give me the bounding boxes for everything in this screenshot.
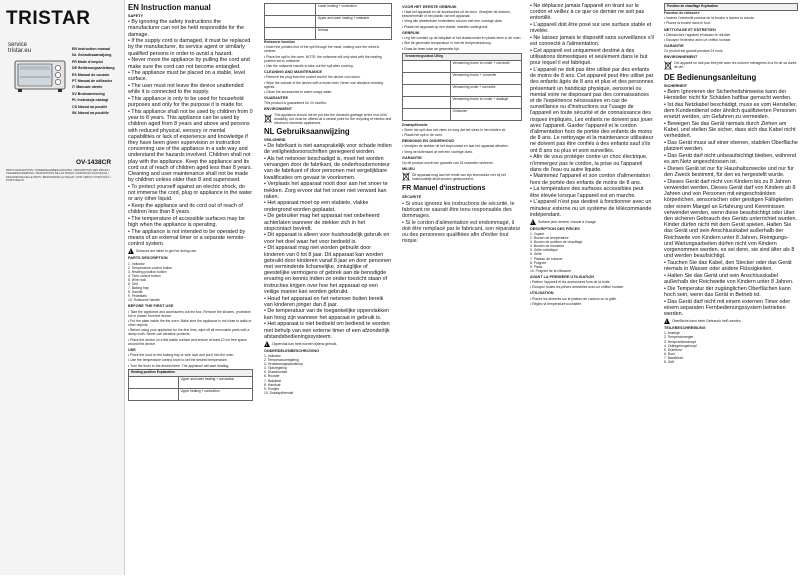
part-item: 9. Pieds: [530, 264, 543, 269]
safety-item: • L'appareil ne doit pas être utilisé par des enfants de moins de 8 ans. Cet appareil peut être utilisé par des enfants âgés de 8 ans et plus et des personnes présentant un handicap physique, sensoriel ou mental voire ne disposant pas des connaissances et de l'expérience nécessaires en cas de surveillance ou d'instructions sur l'usage de l'appareil en toute sécurité et de connaissance des risques impliqués. Les enfants ne doivent pas jouer avec l'appareil. Garder l'appareil et le cordon d'alimentation hors de portée des enfants de moins de 8 ans. Le nettoyage et la maintenance utilisateur ne doivent pas être confiés à des enfants sauf s'ils ont 8 ans ou plus et sont surveillés.: [530, 67, 654, 154]
cleaning-heading: CLEANING AND MAINTENANCE: [264, 70, 323, 75]
part-item: 5. Drahtrost: [664, 347, 682, 352]
cleaning-heading: REINIGING EN ONDERHOUD: [402, 139, 455, 144]
use-heading: USE: [128, 347, 136, 352]
part-item: 9. Pedestals: [128, 294, 147, 299]
guarantee-heading: GARANTIE: [402, 155, 422, 160]
table-row: [403, 108, 522, 120]
use-item: • Stel de gewenste temperatuur in met de temperatuurknop.: [402, 41, 492, 46]
safety-item: • This appliance is only to be used for household purposes and only for the purpose it is made for.: [128, 96, 244, 109]
part-item: 7. Backblech: [664, 355, 684, 360]
safety-item: • De fabrikant is niet aansprakelijk voor schade indien de veiligheidsvoorschriften genegeerd worden.: [264, 143, 392, 156]
language-item[interactable]: FR Mode d'emploi: [72, 59, 103, 64]
hot-surface-note: Oppervlak kan heet worden tijdens gebruik.: [272, 341, 338, 346]
before-item: • Retirez l'appareil et les accessoires hors de la boîte.: [530, 280, 611, 285]
part-item: 1. Voyant: [530, 232, 545, 236]
rotisserie-item: • Insérez l'extrémité pointue de la broche à travers la viande.: [664, 16, 755, 21]
language-item[interactable]: ES Manual de usuario: [72, 72, 110, 77]
rotisserie-item: • Place the spit in the oven. NOTE: the rotisserie will only start with the heating position set to rotisserie.: [264, 54, 382, 63]
hot-surface-note: Oberfläche kann beim Gebrauch heiß werden.: [672, 319, 742, 324]
cleaning-item: • Verwijder de stekker uit het stopcontact en laat het apparaat afkoelen.: [402, 144, 509, 149]
safety-item: • Ist das Netzkabel beschädigt, muss es vom Hersteller, dem Kundendienst oder ähnlich qualifizierten Personen ersetzt werden, um Gefahren zu vermeiden.: [664, 101, 797, 121]
use-item: • Use the temperature control knob to set the desired temperature.: [128, 358, 228, 363]
safety-item: • Beim Ignorieren der Sicherheitshinweise kann der Hersteller nicht für Schäden haftbar gemacht werden.: [664, 88, 792, 102]
safety-heading: SICHERHEIT: [664, 83, 687, 88]
before-item: • Take the appliance and accessories out the box. Remove the stickers, protective foil or plastic from the device.: [128, 309, 251, 318]
part-item: 8. Handle: [128, 290, 143, 295]
fr-de-column: [662, 0, 800, 578]
part-item: 6. Rost: [664, 351, 675, 356]
brand-tagline: [8, 42, 31, 54]
before-item: • Put the plate inside the the oven. Make sure the appliance is not close to walls or other objects.: [128, 318, 252, 327]
safety-item: • Tauchen Sie das Kabel, den Stecker oder das Gerät niemals in Wasser oder andere Flüssigkeiten.: [664, 259, 792, 273]
environment-text: Cet appareil ne doit pas être jeté avec les ordures ménagères à la fin de sa durée de vie.: [674, 61, 797, 70]
language-item[interactable]: NL Gebruiksaanwijzing: [72, 53, 112, 58]
use-item: • Place the food on the baking tray or wire rack and put it into the oven.: [128, 352, 235, 357]
section-title-fr: FR Manuel d'instructions: [402, 185, 486, 193]
part-item: 3. Heating position button: [128, 269, 167, 274]
cleaning-item: • Essuyez l'extérieur avec un chiffon humide.: [664, 37, 732, 42]
part-item: 5. Wire rack: [128, 277, 147, 282]
safety-item: • De gebruiker mag het apparaat niet onbeheerd achterlaten wanneer de stekker zich in het stopcontact bevindt.: [264, 213, 380, 232]
guarantee-heading: GUARANTEE: [264, 95, 289, 100]
cleaning-item: • Wipe the outside of the device with a moist cloth. Never use abrasive cleaning agents.: [264, 80, 384, 89]
environment-text: This appliance should not be put into the domestic garbage at the end of its durability, but must be offered at a central point for the recycling of electric and electronic domestic appliances.: [274, 112, 392, 125]
safety-item: • Never move the appliance by pulling the cord and make sure the cord can not become entangled.: [128, 57, 250, 70]
safety-item: • Si vous ignorez les instructions de sécurité, le fabricant ne saurait être tenu responsable des dommages.: [402, 200, 515, 219]
use-item: • Turn the timer to the desired time. The appliance will start heating.: [128, 363, 230, 368]
part-item: 4. Tijdsregeling: [264, 366, 287, 371]
part-item: 8. Handvat: [264, 382, 281, 387]
heating-position-table: [664, 3, 798, 11]
safety-item: • This appliance shall not be used by children from 0 year to 8 years. This appliance can be used by children aged from 8 years and above and persons with reduced physical, sensory or mental capabilities or lack of experience and knowledge if they have been given supervision or instruction concerning use of the appliance in a safe way and understand the hazards involved. Children shall not play with the appliance. Keep the appliance and its cord out of reach of children aged less than 8 years. Cleaning and user maintenance shall not be made by children unless older than 8 and supervised.: [128, 108, 253, 184]
recycle-bin-icon: [264, 114, 272, 123]
safety-item: • Dieses Gerät darf nicht von Kindern bis zu 8 Jahren verwendet werden. Dieses Gerät darf von Kindern ab 8 Jahren und von Personen mit eingeschränkten körperlichen, sensorischen oder geistigen Fähigkeiten oder einem Mangel an Erfahrung und Kenntnissen verwendet werden, wenn diese beaufsichtigt oder über den sicheren Gebrauch des Geräts unterrichtet wurden. Kinder dürfen nicht mit dem Gerät spielen. Halten Sie das Gerät und sein Anschlusskabel außerhalb der Reichweite von Kindern unter 8 Jahren. Reinigungs- und Wartungsarbeiten dürfen nicht von Kindern vorgenommen werden, es sei denn, sie sind älter als 8 und werden beaufsichtigt.: [664, 178, 798, 260]
table-cell: Upper and lower heating + rotisserie: [315, 16, 391, 28]
safety-item: • Keep the appliance and its cord out of reach of children less than 8 years.: [128, 202, 243, 216]
cleaning-item: • Débranchez l'appareil et laissez-le refroidir.: [664, 32, 731, 37]
table-row: [265, 28, 392, 40]
oven-illustration: [14, 58, 66, 94]
safety-heading: SÉCURITÉ: [402, 195, 422, 200]
safety-item: • Das Gerät darf nicht unbeaufsichtigt bleiben, während es am Netz angeschlossen ist.: [664, 152, 796, 166]
part-item: 6. Rooster: [264, 374, 280, 379]
safety-item: • Dit apparaat is alleen voor huishoudelijk gebruik en voor het doel waar het voor bedoeld is.: [264, 232, 390, 245]
environment-heading: ENVIRONMENT: [264, 107, 293, 112]
safety-item: • The appliance must be placed on a stable, level surface.: [128, 70, 246, 83]
table-cell: Defrost: [315, 28, 391, 40]
part-item: 4. Time control button: [128, 273, 161, 278]
table-cell: Verwarming boven en onder + draaispit: [450, 96, 521, 108]
model-number: OV-1438CR: [76, 159, 112, 166]
safety-item: • The temperature of accessible surfaces may be high when the appliance is operating.: [128, 215, 245, 229]
safety-item: • Das Gerät darf nicht mit einem externen Timer oder einem separaten Fernbedienungssystem betrieben werden.: [664, 298, 791, 318]
safety-item: • Das Gerät muss auf einer ebenen, stabilen Oberfläche platziert werden.: [664, 140, 798, 153]
part-item: 6. Grid: [128, 281, 139, 286]
part-item: 7. Bakplaat: [264, 378, 281, 383]
cleaning-item: • Veeg de buitenkant af met een vochtige doek.: [402, 149, 473, 154]
safety-item: • Dit apparaat mag niet worden gebruikt door kinderen van 0 tot 8 jaar. Dit apparaat kan worden gebruikt door kinderen vanaf 8 jaar en door personen met verminderde lichamelijke, zintuiglijke of geestelijke vermogens of gebrek aan de benodigde ervaring en kennis indien ze onder toezicht staan of instructies krijgen over hoe het apparaat op een veilige manier kan worden gebruikt.: [264, 245, 392, 295]
recycle-bin-icon: [402, 172, 410, 181]
rotisserie-item: Fonction de rôtissoire: [664, 10, 700, 15]
language-item[interactable]: CS Návod na použití: [72, 104, 107, 109]
part-item: 2. Temperaturregler: [664, 335, 694, 340]
hot-surface-note: Surface peut devenir chaude à l'usage.: [538, 219, 597, 224]
safety-item: • De temperatuur van de toegankelijke oppervlakken kan hoog zijn wanneer het apparaat in gebruik is.: [264, 308, 390, 321]
use-item: • Draai de timer naar de gewenste tijd.: [402, 46, 460, 51]
table-cell: Lower heating + convection: [315, 4, 391, 16]
parts-heading: PARTS DESCRIPTION: [128, 256, 168, 261]
rotisserie-item: • Placez la broche dans le four.: [664, 21, 711, 26]
part-item: 10. Rotisserie handle: [128, 298, 160, 303]
language-item[interactable]: IT Manuale utente: [72, 85, 103, 90]
warning-icon: [530, 219, 536, 225]
tagline-line-1: service: [8, 42, 28, 48]
part-item: 8. Griff: [664, 359, 675, 364]
fr-column: [528, 0, 656, 578]
safety-item: • Ne déplacez jamais l'appareil en tirant sur le cordon et veillez à ce que ce dernier ne soit pas entortillé.: [530, 3, 645, 22]
before-use-heading: VOOR HET EERSTE GEBRUIK: [402, 5, 457, 9]
table-row: [265, 4, 392, 16]
cover-panel: [0, 0, 125, 575]
language-item[interactable]: SV Bruksanvisning: [72, 91, 105, 96]
before-item: • Veeg alle afneembare onderdelen schoon met een vochtige doek.: [402, 19, 503, 24]
safety-item: • Dieses Gerät ist nur für Haushaltszwecke und nur für den Zweck bestimmt, für den es hergestellt wurde.: [664, 165, 794, 179]
warning-icon: [264, 341, 270, 347]
rotisserie-item: • Use the rotisserie handle to take out the spit after cooking.: [264, 64, 354, 69]
table-cell: Verwarming boven en onder + convectie: [450, 60, 521, 72]
use-heading: UTILISATION: [530, 291, 554, 296]
before-item: • Place the device on a flat stable surface and ensure at least 10 cm free space around the device.: [128, 337, 247, 346]
section-title-en: EN Instruction manual: [128, 3, 211, 12]
part-item: 5. Grille métallique: [530, 248, 559, 253]
safety-item: • By ignoring the safety instructions the manufacturer can not be held responsible for the damage.: [128, 19, 244, 38]
cleaning-heading: NETTOYAGE ET ENTRETIEN: [664, 27, 716, 32]
before-item: • Haal het apparaat en de accessoires uit de doos. Verwijder de stickers, beschermfolie of het plastic van het apparaat.: [402, 10, 511, 19]
part-item: 9. Pootjes: [264, 386, 280, 391]
part-item: 7. Baking tray: [128, 286, 149, 291]
part-item: 3. Bouton de position de chauffage: [530, 240, 583, 245]
language-item[interactable]: DE Bedienungsanleitung: [72, 66, 115, 71]
table-header: Position de chauffage Explication: [665, 4, 798, 11]
use-item: • Placez les aliments sur le plateau de cuisson ou la grille.: [530, 296, 617, 301]
parts-heading: TEILEBESCHREIBUNG: [664, 326, 706, 331]
safety-item: • To protect yourself against an electric shock, do not immerse the cord, plug or appliance in the water or any other liquid.: [128, 183, 253, 203]
cover-fine-print: [6, 169, 118, 184]
safety-item: • Het apparaat moet op een stabiele, vlakke ondergrond worden geplaatst.: [264, 200, 369, 213]
use-item: • Leg het voedsel op de bakplaat of het draadrooster en plaats deze in de oven.: [402, 35, 522, 40]
language-item[interactable]: PL Instrukcja obsługi: [72, 98, 109, 103]
guarantee-text: This product is guaranteed for 24 months.: [264, 101, 327, 106]
safety-item: • Houd het apparaat en het netsnoer buiten bereik van kinderen jonger dan 8 jaar.: [264, 295, 384, 308]
safety-item: • Si le cordon d'alimentation est endommagé, il doit être remplacé par le fabricant, son réparateur ou des personnes qualifiées afin d'éviter tout risque.: [402, 219, 521, 245]
table-cell: Upper heating + convection: [178, 388, 252, 400]
before-use-heading: AVANT LA PREMIÈRE UTILISATION: [530, 274, 594, 279]
part-item: 4. Zeitregelungsknopf: [664, 343, 697, 348]
part-item: 8. Poignée: [530, 260, 547, 265]
table-row: [403, 72, 522, 84]
safety-item: • The appliance is not intended to be operated by means of an external timer or a separate remote-control system.: [128, 228, 246, 248]
heating-position-table: [128, 369, 253, 401]
table-cell: Verwarming boven + convectie: [450, 72, 521, 84]
table-row: [403, 84, 522, 96]
part-item: 1. Indicator: [128, 261, 145, 266]
table-header: Verwarmingsstand Uitleg: [403, 53, 522, 60]
part-item: 3. Heizpositionsknopf: [664, 339, 697, 344]
use-item: • Réglez la température souhaitée.: [530, 301, 583, 306]
safety-item: • Halten Sie das Gerät und sein Anschlusskabel außerhalb der Reichweite von Kindern unter 8 Jahren.: [664, 272, 794, 285]
table-row: [265, 16, 392, 28]
table-cell: Verwarming onder + convectie: [450, 84, 521, 96]
safety-item: • The user must not leave the device unattended while it is connected to the supply.: [128, 83, 244, 96]
language-list: [72, 46, 115, 116]
hot-surface-note: Surfaces are liable to get hot during use.: [136, 249, 197, 254]
recycle-bin-icon: [664, 61, 672, 70]
rotisserie-item: • Steek het spit door het vlees en zorg dat het vlees in het midden zit.: [402, 127, 506, 132]
rotisserie-item: Rotisserie function: [264, 40, 295, 44]
safety-item: • Als het netsnoer beschadigd is, moet het worden vervangen door de fabrikant, de onderhoudsmonteur van de fabrikant of door personen met vergelijkbare kwalificaties om gevaar te voorkomen.: [264, 156, 390, 181]
rotisserie-item: Draaispitfunctie: [402, 122, 428, 127]
safety-item: • If the supply cord is damaged, it must be replaced by the manufacturer, its service agent or similarly qualified persons in order to avoid a hazard.: [128, 38, 251, 57]
safety-item: • La température des surfaces accessibles peut être élevée lorsque l'appareil est en marche.: [530, 186, 644, 199]
part-item: 1. Indicator: [264, 354, 281, 359]
safety-item: • Cet appareil est uniquement destiné à des utilisations domestiques et seulement dans le but pour lequel il est fabriqué.: [530, 47, 648, 67]
language-item[interactable]: PT Manual de utilizador: [72, 79, 113, 84]
table-cell: Ontdooien: [450, 108, 521, 120]
before-use-heading: BEFORE THE FIRST USE: [128, 304, 174, 309]
table-header: Heating position Explanation: [129, 369, 253, 376]
environment-heading: MILIEU: [402, 166, 415, 171]
safety-item: • Die Temperatur der zugänglichen Oberflächen kann hoch sein, wenn das Gerät in Betrieb ist.: [664, 285, 791, 298]
safety-item: • Maintenez l'appareil et son cordon d'alimentation hors de portée des enfants de moins de 8 ans.: [530, 173, 650, 186]
tagline-line-2: tristar.eu: [8, 48, 32, 54]
part-item: 7. Plateau de cuisson: [530, 256, 563, 261]
safety-item: • Verplaats het apparaat nooit door aan het snoer te trekken. Zorg ervoor dat het snoer niet verward kan raken.: [264, 181, 388, 200]
safety-heading: VEILIGHEID: [264, 138, 286, 143]
nl-column: [400, 0, 524, 578]
table-row: [403, 60, 522, 72]
safety-item: • Bewegen Sie das Gerät niemals durch Ziehen am Kabel, und stellen Sie sicher, dass sich das Kabel nicht verheddert.: [664, 120, 796, 140]
en-column-1: [126, 0, 255, 578]
before-item: • Plaats het apparaat op een vlakke, stabiele ondergrond.: [402, 24, 489, 29]
heating-position-table: [402, 53, 522, 121]
table-cell: Upper and lower heating + convection: [178, 376, 252, 388]
guarantee-text: Op dit product wordt een garantie van 24 maanden verleend.: [402, 160, 494, 165]
part-item: 3. Verwarmingsstandknop: [264, 362, 304, 367]
safety-item: • L'appareil n'est pas destiné à fonctionner avec un minuteur externe ou un système de télécommande indépendant.: [530, 199, 652, 218]
part-item: 2. Bouton de température: [530, 236, 569, 241]
section-title-de: DE Bedienungsanleitung: [664, 72, 757, 82]
rotisserie-item: • Insert the pointed end of the spit through the meat, making sure the meat is centred.: [264, 45, 380, 54]
safety-item: • Afin de vous protéger contre un choc électrique, n'immergez pas le cordon, la prise ou l'appareil dans de l'eau ou autre liquide.: [530, 154, 648, 173]
part-item: 1. Anzeige: [664, 331, 680, 336]
table-row: [129, 388, 253, 400]
warning-icon: [128, 248, 134, 254]
fine-print-line: PARTS DESCRIPTION / ONDERDELENBESCHRIJVING / DESCRIPTION DES PIÈCES / TEILEBESCHREIBUNG / DESCRIPCIÓN DE LAS PIEZAS / DESCRIÇÃO DAS PEÇAS / DESCRIZIONE DELLE PARTI / BESKRIVNING AV DELAR / OPIS CZĘŚCI / POPIS DÍLŮ / POPIS DIELOV: [6, 169, 111, 183]
warning-icon: [664, 318, 670, 324]
environment-text: Dit apparaat mag aan het einde van zijn levensduur niet bij het huishoudelijk afval worden gedeponeerd.: [412, 172, 506, 181]
part-item: 10. Poignée de la rôtissoire: [530, 268, 572, 273]
cleaning-item: • Remove the plug from the socket and let the device cool down.: [264, 75, 361, 80]
environment-heading: ENVIRONNEMENT: [664, 55, 698, 60]
safety-item: • Het apparaat is niet bedoeld om bediend te worden met behulp van een externe timer of een afzonderlijk afstandsbedieningssysteem.: [264, 321, 390, 340]
safety-item: • L'appareil doit être posé sur une surface stable et nivelée.: [530, 22, 652, 35]
rotisserie-item: • Plaats het spit in de oven.: [402, 133, 443, 138]
before-item: • Essuyez toutes les pièces amovibles avec un chiffon humide.: [530, 285, 625, 290]
before-item: • Before using your appliance for the first time, wipe off all removable parts with a damp cloth. Never use abrasive products.: [128, 328, 250, 337]
brand-logo: TRISTAR: [6, 8, 91, 29]
language-item[interactable]: EN Instruction manual: [72, 47, 111, 51]
part-item: 6. Grille: [530, 252, 542, 257]
part-item: 4. Bouton de minuterie: [530, 244, 565, 249]
part-item: 2. Temperatuurregeling: [264, 358, 299, 363]
language-item[interactable]: SK Návod na použitie: [72, 111, 109, 116]
table-row: [403, 96, 522, 108]
heating-position-table-cont: [264, 3, 392, 40]
use-heading: GEBRUIK: [402, 30, 420, 35]
guarantee-text: Ce produit est garanti pendant 24 mois.: [664, 49, 724, 54]
part-item: 2. Temperature control button: [128, 265, 173, 270]
parts-heading: DESCRIPTION DES PIÈCES: [530, 226, 580, 231]
en-nl-column: [262, 0, 394, 578]
part-item: 5. Draadrooster: [264, 370, 288, 375]
table-row: [129, 376, 253, 388]
part-item: 10. Draaispithendel: [264, 390, 294, 395]
parts-heading: ONDERDELENBESCHRIJVING: [264, 348, 320, 353]
safety-heading: SAFETY: [128, 14, 143, 18]
cleaning-item: • Clean the accessories in warm soapy water.: [264, 89, 333, 94]
guarantee-heading: GARANTIE: [664, 44, 684, 49]
section-title-nl: NL Gebruiksaanwijzing: [264, 127, 350, 137]
safety-item: • Ne laissez jamais le dispositif sans surveillance s'il est connecté à l'alimentation.: [530, 35, 654, 48]
